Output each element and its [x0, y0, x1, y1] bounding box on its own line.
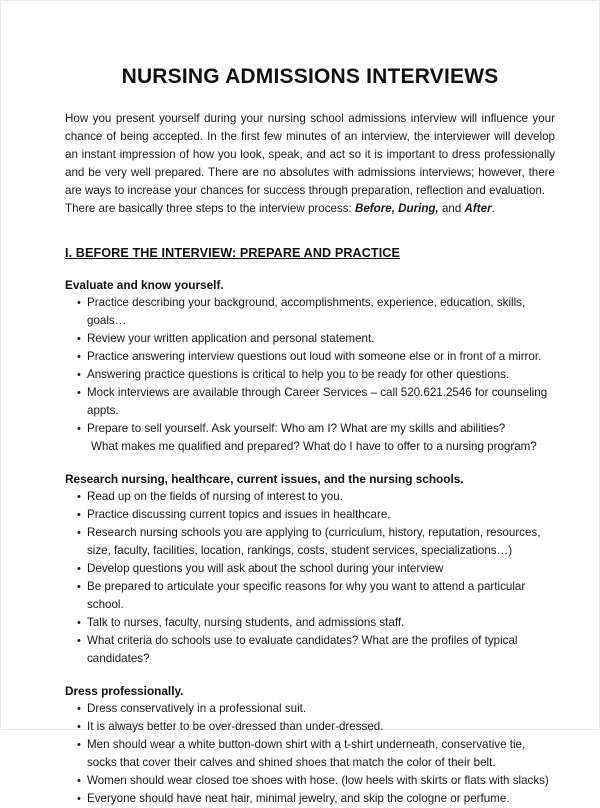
list-item — [65, 736, 555, 772]
list-item-text: Develop questions you will ask about the school during your interview — [87, 561, 444, 575]
list-item-text: Women should wear closed toe shoes with hose. (low heels with skirts or flats with slacks) — [87, 773, 549, 787]
list-item-text: Talk to nurses, faculty, nursing students, and admissions staff. — [87, 615, 405, 629]
list-item — [65, 506, 555, 524]
list-item — [65, 384, 555, 420]
list-item-text: Review your written application and personal statement. — [87, 331, 375, 345]
process-emphasis-before-during: Before, During, — [354, 202, 439, 216]
list-item-text: Practice answering interview questions out loud with someone else or in front of a mirror. — [87, 349, 542, 363]
list-item — [65, 348, 555, 366]
list-item-text: Practice describing your background, accomplishments, experience, education, skills, goals… — [87, 295, 526, 327]
list-item-text: Everyone should have neat hair, minimal jewelry, and skip the cologne or perfume. — [87, 791, 510, 805]
list-item — [65, 366, 555, 384]
list-item — [65, 294, 555, 330]
subsection-dress-professionally — [65, 682, 555, 808]
list-item — [65, 488, 555, 506]
process-line-suffix: . — [491, 202, 495, 216]
document-content — [65, 1, 555, 808]
subsection-heading: Dress professionally. — [65, 683, 184, 698]
list-item-text: What criteria do schools use to evaluate candidates? What are the profiles of typical candidates? — [87, 633, 518, 665]
list-item — [65, 632, 555, 668]
page-title: NURSING ADMISSIONS INTERVIEWS — [121, 65, 499, 88]
list-item-text: Be prepared to articulate your specific reasons for why you want to attend a particular school. — [87, 579, 526, 611]
list-item — [65, 718, 555, 736]
list-item — [65, 330, 555, 348]
list-item-text: Men should wear a white button-down shirt with a t-shirt underneath, conservative tie, socks that cover their calves and shined shoes that match the color of their belt. — [87, 737, 526, 769]
list-item-text: Practice discussing current topics and issues in healthcare. — [87, 507, 391, 521]
intro-body: How you present yourself during your nursing school admissions interview will influence your chance of being accepted. In the first few minutes of an interview, the interviewer will develop an instant impression of how you look, speak, and act so it is important to dress professionally and be very well prepared. There are no absolutes with admissions interviews; however, there are ways to increase your chances for success through preparation, reflection and evaluation. — [65, 112, 555, 198]
bullet-list — [65, 700, 555, 808]
list-item-text: Prepare to sell yourself. Ask yourself: Who am I? What are my skills and abilities? — [87, 421, 506, 435]
list-item — [65, 420, 555, 438]
list-item-text: It is always better to be over-dressed than under-dressed. — [87, 719, 384, 733]
list-item — [65, 772, 555, 790]
section-heading-wrapper — [65, 230, 555, 262]
interview-process-line — [65, 200, 555, 218]
subsection-heading: Evaluate and know yourself. — [65, 277, 224, 292]
subsection-heading: Research nursing, healthcare, current issues, and the nursing schools. — [65, 471, 464, 486]
list-item — [65, 790, 555, 808]
intro-paragraph — [65, 110, 555, 218]
list-item-text: Research nursing schools you are applying to (curriculum, history, reputation, resources, size, faculty, facilities, location, rankings, costs, student services, specializations…) — [87, 525, 541, 557]
list-item — [65, 560, 555, 578]
list-item-text: Dress conservatively in a professional suit. — [87, 701, 307, 715]
bullet-list — [65, 294, 555, 438]
bullet-list — [65, 488, 555, 668]
subsection-trailing-line: What makes me qualified and prepared? What do I have to offer to a nursing program? — [91, 439, 537, 453]
list-item — [65, 700, 555, 718]
list-item-text: Answering practice questions is critical to help you to be ready for other questions. — [87, 367, 510, 381]
list-item — [65, 578, 555, 614]
subsection-research-nursing — [65, 470, 555, 668]
section-heading-before-the-interview: I. BEFORE THE INTERVIEW: PREPARE AND PRACTICE — [65, 245, 400, 260]
list-item — [65, 524, 555, 560]
subsection-evaluate-and-know-yourself — [65, 276, 555, 456]
process-line-prefix: There are basically three steps to the interview process: — [65, 202, 355, 216]
list-item — [65, 614, 555, 632]
process-connector: and — [438, 202, 465, 216]
list-item-text: Mock interviews are available through Career Services – call 520.621.2546 for counseling appts. — [87, 385, 548, 417]
process-emphasis-after: After — [464, 202, 492, 216]
list-item-text: Read up on the fields of nursing of interest to you. — [87, 489, 343, 503]
